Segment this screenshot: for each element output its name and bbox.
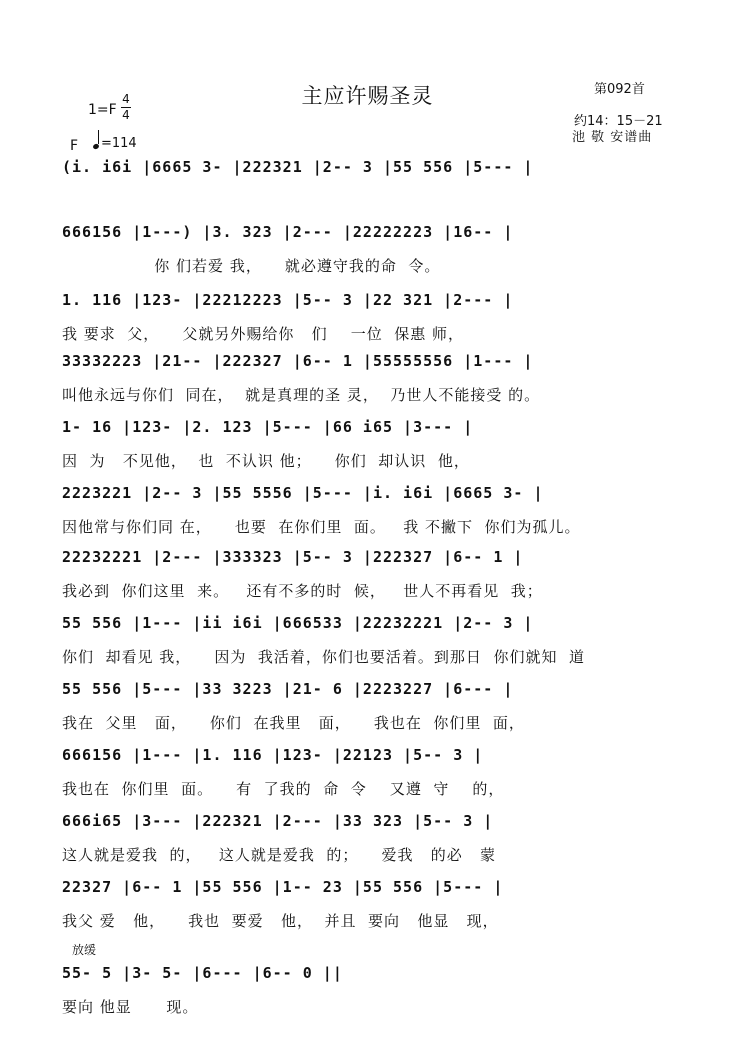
notes-line: 22232221 |2--- |333323 |5-- 3 |222327 |6-- 1 | <box>62 548 524 566</box>
notes-line: 22327 |6-- 1 |55 556 |1-- 23 |55 556 |5--- | <box>62 878 504 896</box>
notes-line: 1. 116 |123- |22212223 |5-- 3 |22 321 |2--- | <box>62 291 514 309</box>
score-line <box>62 746 680 814</box>
lyrics-line: 因他常与你们同 在， 也要 在你们里 面。 我 不撇下 你们为孤儿。 <box>62 518 581 536</box>
lyrics-line: 我也在 你们里 面。 有 了我的 命 令 又遵 守 的， <box>62 780 505 798</box>
lyrics-line: 我父 爱 他， 我也 要爱 他， 并且 要向 他显 现， <box>62 912 499 930</box>
lyrics-line: 我 要求 父， 父就另外赐给你 们 一位 保惠 师， <box>62 325 465 343</box>
tempo-marking <box>93 133 137 151</box>
score-line <box>62 158 680 226</box>
score-line <box>62 418 680 486</box>
notes-line: 666i65 |3--- |222321 |2--- |33 323 |5-- 3 | <box>62 812 494 830</box>
notes-line: 666156 |1--- |1. 116 |123- |22123 |5-- 3 | <box>62 746 484 764</box>
score-line <box>62 878 680 946</box>
notes-line: 1- 16 |123- |2. 123 |5--- |66 i65 |3--- | <box>62 418 474 436</box>
scripture-reference: 约14：15－21 <box>574 114 663 129</box>
lyrics-line: 这人就是爱我 的， 这人就是爱我 的； 爱我 的必 蒙 <box>62 846 497 864</box>
notes-line: 666156 |1---) |3. 323 |2--- |22222223 |16-- | <box>62 223 514 241</box>
quarter-note-icon <box>92 143 100 150</box>
key-letter: F <box>70 138 79 154</box>
score-line <box>62 680 680 748</box>
song-title: 主应许赐圣灵 <box>301 84 434 108</box>
song-number: 第092首 <box>594 82 645 97</box>
score-line <box>62 548 680 616</box>
lyrics-line: 我在 父里 面， 你们 在我里 面， 我也在 你们里 面， <box>62 714 525 732</box>
score-line <box>62 614 680 682</box>
meter-bottom: 4 <box>122 108 130 122</box>
score-line-final <box>62 964 680 1032</box>
lyrics-line: 你 们若爱 我， 就必遵守我的命 令。 <box>62 257 441 275</box>
notes-line: 55 556 |5--- |33 3223 |21- 6 |2223227 |6--- | <box>62 680 514 698</box>
notes-line: 2223221 |2-- 3 |55 5556 |5--- |i. i6i |6665 3- | <box>62 484 544 502</box>
score-line <box>62 484 680 552</box>
notes-line: 33332223 |21-- |222327 |6-- 1 |55555556 |1--- | <box>62 352 534 370</box>
composer-credit: 池 敬 安谱曲 <box>572 130 653 145</box>
time-signature <box>121 93 131 122</box>
notes-line: (i. i6i |6665 3- |222321 |2-- 3 |55 556 |5--- | <box>62 158 534 176</box>
score-line <box>62 291 680 359</box>
tempo-instruction: 放缓 <box>72 943 97 957</box>
lyrics-line: 要向 他显 现。 <box>62 998 199 1016</box>
meter-top: 4 <box>122 92 130 106</box>
notes-line: 55 556 |1--- |ii i6i |666533 |22232221 |2-- 3 | <box>62 614 534 632</box>
score-line <box>62 223 680 291</box>
tempo-value: =114 <box>101 136 137 151</box>
score-line <box>62 352 680 420</box>
lyrics-line: 你们 却看见 我， 因为 我活着，你们也要活着。到那日 你们就知 道 <box>62 648 585 666</box>
key-signature: 1=F <box>88 102 117 118</box>
lyrics-line: 因 为 不见他， 也 不认识 他； 你们 却认识 他， <box>62 452 470 470</box>
lyrics-line: 我必到 你们这里 来。 还有不多的时 候， 世人不再看见 我； <box>62 582 543 600</box>
lyrics-line: 叫他永远与你们 同在， 就是真理的圣 灵， 乃世人不能接受 的。 <box>62 386 541 404</box>
score-line <box>62 812 680 880</box>
notes-line: 55- 5 |3- 5- |6--- |6-- 0 || <box>62 964 343 982</box>
